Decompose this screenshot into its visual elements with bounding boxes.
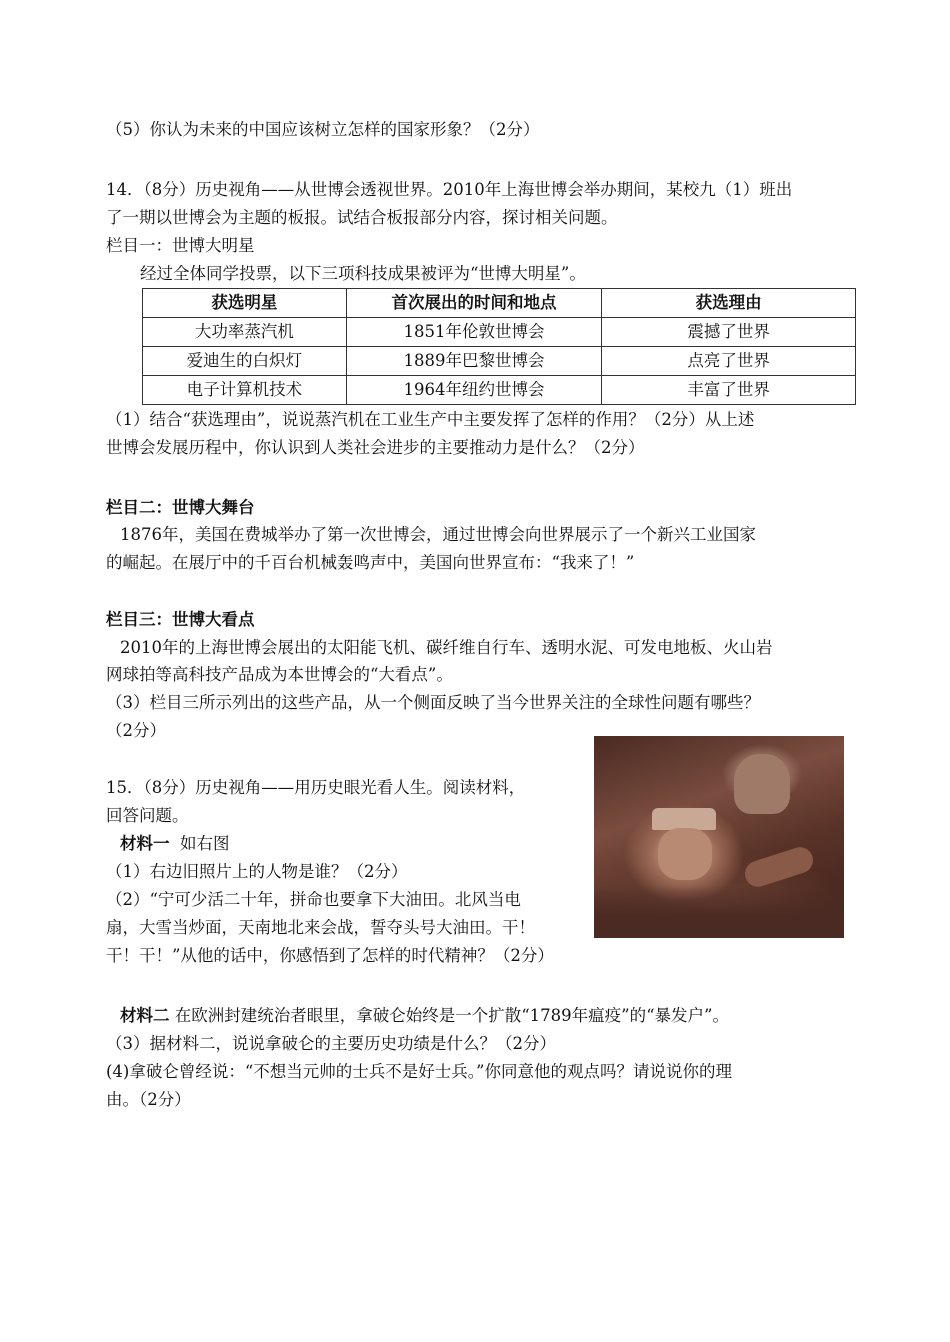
photo-worker-cap — [652, 808, 716, 830]
material1-text: 如右图 — [180, 834, 230, 853]
material2-label: 材料二 — [120, 1006, 170, 1025]
q14-section1-text: 经过全体同学投票，以下三项科技成果被评为“世博大明星”。 — [140, 264, 586, 283]
q14-q3-line2: （2分） — [106, 721, 166, 740]
table-cell: 1964年纽约世博会 — [346, 376, 602, 405]
q14-q3-line1: （3）栏目三所示列出的这些产品，从一个侧面反映了当今世界关注的全球性问题有哪些？ — [106, 693, 760, 712]
q14-section3-line1: 2010年的上海世博会展出的太阳能飞机、碳纤维自行车、透明水泥、可发电地板、火山岩 — [120, 638, 773, 657]
q14-section1-title: 栏目一：世博大明星 — [106, 236, 255, 255]
q14-q1-line2: 世博会发展历程中，你认识到人类社会进步的主要推动力是什么？（2分） — [106, 438, 645, 457]
photo-mud — [594, 886, 844, 938]
q15-intro-line1: 15．（8分）历史视角——用历史眼光看人生。阅读材料， — [106, 778, 526, 797]
material2-text: 在欧洲封建统治者眼里，拿破仑始终是一个扩散“1789年瘟疫”的“暴发户”。 — [174, 1006, 729, 1025]
table-cell: 电子计算机技术 — [143, 376, 347, 405]
q15-q1: （1）右边旧照片上的人物是谁？（2分） — [106, 862, 408, 881]
q15-q2-line3: 干！干！”从他的话中，你感悟到了怎样的时代精神？（2分） — [106, 946, 554, 965]
material1-label: 材料一 — [120, 834, 170, 853]
q15-q4-line1: (4)拿破仑曾经说：“不想当元帅的士兵不是好士兵。”你同意他的观点吗？请说说你的理 — [106, 1062, 732, 1081]
q14-section2-line2: 的崛起。在展厅中的千百台机械轰鸣声中，美国向世界宣布：“我来了！” — [106, 553, 635, 572]
table-cell: 震撼了世界 — [602, 318, 856, 347]
q15-q2-line2: 扇，大雪当炒面，天南地北来会战，誓夺头号大油田。干！ — [106, 918, 535, 937]
q14-section3-title: 栏目三：世博大看点 — [106, 610, 255, 629]
table-cell: 1851年伦敦世博会 — [346, 318, 602, 347]
table-row — [143, 347, 856, 376]
table-header-cell: 获选明星 — [143, 289, 347, 318]
table-cell: 1889年巴黎世博会 — [346, 347, 602, 376]
table-row — [143, 318, 856, 347]
q14-section2-title: 栏目二：世博大舞台 — [106, 498, 255, 517]
table-cell: 丰富了世界 — [602, 376, 856, 405]
q14-intro-line1: 14．（8分）历史视角——从世博会透视世界。2010年上海世博会举办期间，某校九（1）班出 — [106, 180, 793, 199]
q15-material1 — [120, 830, 580, 858]
photo-worker-face — [658, 828, 712, 880]
table-header-cell: 首次展出的时间和地点 — [346, 289, 602, 318]
historical-photo — [594, 736, 844, 938]
table-header-cell: 获选理由 — [602, 289, 856, 318]
table-cell: 点亮了世界 — [602, 347, 856, 376]
table-cell: 爱迪生的白炽灯 — [143, 347, 347, 376]
q15-material2 — [120, 1002, 860, 1030]
photo-worker-arm — [742, 844, 817, 890]
q14-q1-line1: （1）结合“获选理由”，说说蒸汽机在工业生产中主要发挥了怎样的作用？（2分）从上述 — [106, 410, 755, 429]
table-cell: 大功率蒸汽机 — [143, 318, 347, 347]
q14-section3-line2: 网球拍等高科技产品成为本世博会的“大看点”。 — [106, 665, 453, 684]
q14-intro-line2: 了一期以世博会为主题的板报。试结合板报部分内容，探讨相关问题。 — [106, 208, 618, 227]
q14-section2-line1: 1876年，美国在费城举办了第一次世博会，通过世博会向世界展示了一个新兴工业国家 — [120, 525, 756, 544]
q15-q2-line1: （2）“宁可少活二十年，拼命也要拿下大油田。北风当电 — [106, 890, 521, 909]
expo-stars-table — [142, 288, 856, 405]
table-header-row — [143, 289, 856, 318]
q15-q3: （3）据材料二，说说拿破仑的主要历史功绩是什么？（2分） — [106, 1034, 556, 1053]
photo-background-figure — [734, 754, 790, 814]
q13-part5: （5）你认为未来的中国应该树立怎样的国家形象？（2分） — [106, 120, 540, 139]
q15-intro-line2: 回答问题。 — [106, 806, 189, 825]
table-row — [143, 376, 856, 405]
q15-q4-line2: 由。（2分） — [106, 1090, 191, 1109]
